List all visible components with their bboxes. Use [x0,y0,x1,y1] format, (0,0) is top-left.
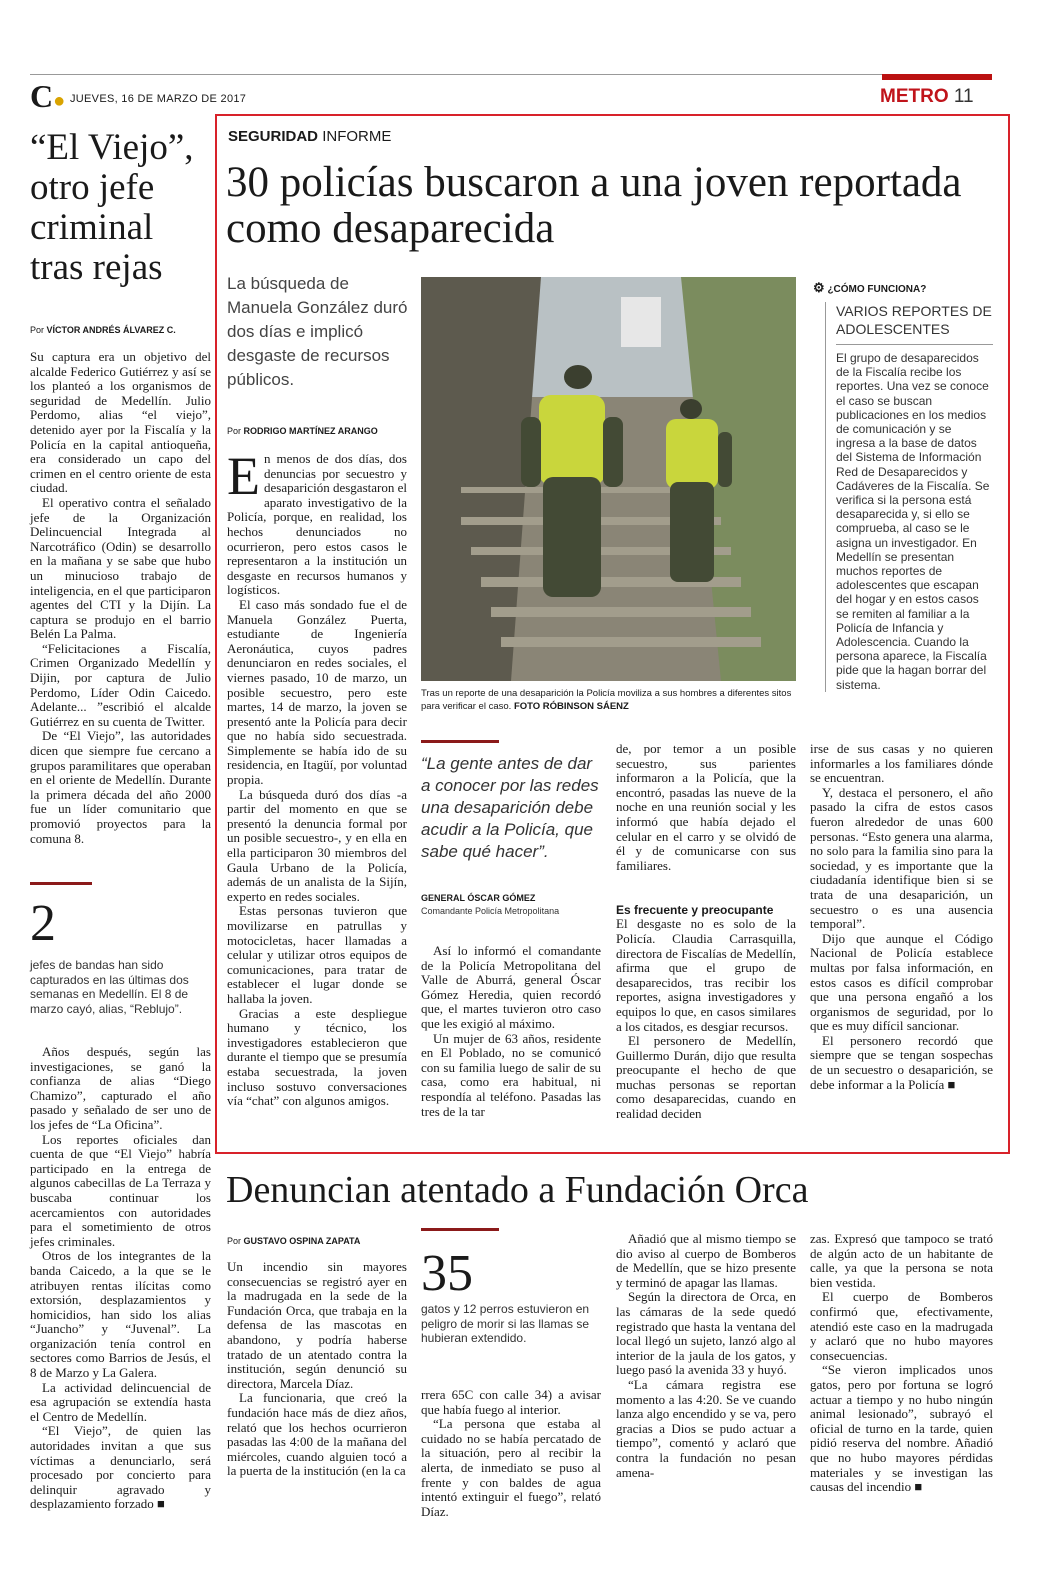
paragraph: “La persona que estaba al cuidado no se había percatado de la situación, pero al recibir la alerta, de inmediato se puso al frente y con baldes de agua intentó extinguir el fuego”, relató Díaz. [421,1416,601,1519]
paragraph: Los reportes oficiales dan cuenta de que “El Viejo” habría participado en la entrega de algunos cabecillas de La Terraza y buscaba continuar los acercamientos con autoridades para el sometimiento de otros jefes criminales. [30,1131,211,1249]
paragraph: Un incendio sin mayores consecuencias se registró ayer en la madrugada en la sede de la Fundación Orca, que trabaja en la defensa de las mascotas en abandono, y podría haberse tratado de un atentado contra la institución, según denunció su directora, Marcela Díaz. [227,1259,407,1391]
fact-rule [30,882,92,885]
paragraph: El personero de Medellín, Guillermo Durán, dijo que resulta preocupante el hecho de que muchas personas se reportan como desaparecidas, cuando en realidad deciden [616,1033,796,1122]
how-divider [836,344,993,345]
paragraph: “Se vieron implicados unos gatos, pero por fortuna se logró actuar a tiempo y no hubo ningún animal lesionado”, subrayó el oficial de turno en la tarde, quien pidió reserva del nombre. Añadió que no hubo mayores pérdidas materiales y se investigan las causas del incendio ■ [810,1362,993,1495]
photo-caption: Tras un reporte de una desaparición la Policía moviliza a sus hombres a diferentes sitos para verificar el caso. FOTO RÓBINSON SÁENZ [421,688,792,712]
side-body-2 [30,1045,211,1512]
paragraph: El desgaste no es solo de la Policía. Claudia Carrasquilla, directora de Fiscalías de Medellín, afirma que el grupo de desaparecidos, tras recibir los reportes, asigna investigadores y equipos lo que, en casos similares a los citados, es desgiar recursos. [616,916,796,1034]
paragraph: Y, destaca el personero, el año pasado la cifra de estos casos fueron alrededor de unas 600 personas. “Esto genera una alarma, no solo para la familia sino para la sociedad, y es importante que la ciudadanía identifique bien si se trata de una desaparición, un secuestro o es una ausencia temporal”. [810,784,993,932]
section-name: METRO 11 [880,86,974,107]
orca-col-1 [227,1260,407,1479]
paragraph: “El Viejo”, de quien las autoridades invitan a que sus víctimas a denunciarlo, será procesado por concierto para delinquir agravado y desplazamiento forzado ■ [30,1423,211,1512]
main-byline: Por RODRIGO MARTÍNEZ ARANGO [227,426,378,436]
paragraph: La actividad delincuencial de esa agrupación se extendía hasta el Centro de Medellín. [30,1379,211,1424]
photo-illustration [421,277,796,681]
paragraph: Un mujer de 63 años, residente en El Poblado, no se comunicó con su familia luego de salir de su casa, como era habitual, ni respondía al teléfono. Pasadas las tres de la tar [421,1030,601,1119]
paragraph: Estas personas tuvieron que movilizarse en patrullas y motocicletas, hacer llamadas a celular y utilizar otros equipos de comunicaciones, para tratar de establecer el lugar donde se hallaba la joven. [227,903,407,1006]
orca-fact-number: 35 [421,1245,473,1302]
paragraph: El caso más sondado fue el de Manuela González Puerta, estudiante de Ingeniería Aeronáutica, cuyos padres denunciaron en redes sociales, el viernes pasado, 10 de marzo, un posible secuestro, pero este martes, 14 de marzo, la joven se presentó ante la Policía para decir que no había sido secuestrada. Simplemente se había ido de su residencia, en Itagüí, por voluntad propia. [227,596,407,788]
paragraph: “Felicitaciones a Fiscalía, Crimen Organizado Medellín y Dijin, por captura de Julio Perdomo, Líder Odin Caicedo. Adelante... ”escribió el alcalde Gutiérrez en su cuenta de Twitter. [30,640,211,729]
subhead: Es frecuente y preocupante [616,903,774,918]
paragraph: rrera 65C con calle 34) a avisar que había fuego al interior. [421,1387,601,1417]
how-it-works-box [813,280,993,692]
orca-fact-text: gatos y 12 perros estuvieron en peligro de morir si las llamas se hubieran extendido. [421,1302,590,1345]
quote-role: Comandante Policía Metropolitana [421,906,560,916]
paragraph: Añadió que al mismo tiempo se dio aviso al cuerpo de Bomberos de Medellín, que se hizo presente y terminó de apagar las llamas. [616,1231,796,1290]
paragraph: De “El Viejo”, las autoridades dicen que siempre fue cercano a grupos paramilitares que operaban en el oriente de Medellín. Durante la primera década del año 2000 fue un líder comunitario que promovió proyectos para la comuna 8. [30,728,211,846]
paragraph: irse de sus casas y no quieren informarles a los familiares dónde se encuentran. [810,741,993,786]
orca-col-3 [616,1232,796,1480]
section-color-bar [882,74,992,80]
quote-name: GENERAL ÓSCAR GÓMEZ [421,893,536,903]
drop-cap: E [227,446,260,506]
how-title: VARIOS REPORTES DE ADOLESCENTES [836,303,992,337]
paragraph: En menos de dos días, dos denuncias por secuestro y desaparición desgastaron el aparato investigativo de la Policía, porque, en realidad, los hechos denunciados no ocurrieron, pero estos casos le representaron a la institución un desgaste en recursos humanos y logísticos. [227,446,407,598]
paragraph: Según la directora de Orca, en las cámaras de la sede quedó registrado que hasta la ventana del local llegó un sujeto, lanzó algo al interior de la jaula de los gatos, y luego pasó la avenida 33 y huyó. [616,1289,796,1378]
orca-col-4 [810,1232,993,1495]
main-col-4 [810,742,993,1092]
page-number: 11 [953,86,974,107]
paragraph: La funcionaria, que creó la fundación hace más de diez años, relató que los hechos ocurrieron pasadas las 4:00 de la mañana del miércoles, cuando alguien tocó a la puerta de la institución (en la ca [227,1390,407,1479]
paragraph: Así lo informó el comandante de la Policía Metropolitana del Valle de Aburrá, general Óscar Gómez Heredia, quien recordó que, el martes tuvieron otro caso que les exigió al máximo. [421,943,601,1031]
newspaper-logo: C● [30,78,66,114]
paragraph: zas. Expresó que tampoco se trató de algún acto de un habitante de calle, ya que la persona se nota bien vestida. [810,1231,993,1290]
paragraph: Dijo que aunque el Código Nacional de Policía establece multas por falsa información, en estos casos es difícil comprobar que una persona engañó a los organismos de seguridad, por lo que es muy difícil sancionar. [810,930,993,1034]
paragraph: El operativo contra el señalado jefe de la Organización Delincuencial Integrada al Narcotráfico (Odin) se desarrollo en la mañana y se sabe que hubo un minucioso trabajo de inteligencia, en el que participaron agentes del CTI y la Dijín. La captura se produjo en el barrio Belén La Palma. [30,494,211,642]
quote-rule [421,740,499,743]
police-photo [421,277,796,681]
how-text: El grupo de desaparecidos de la Fiscalía recibe los reportes. Una vez se conoce el caso se buscan publicaciones en los medios de comunicación y se ingresa a la base de datos del Sistema de Información Red de Desaparecidos y Cadáveres de la Fiscalía. Se verifica si la persona está desaparecida y, si ello se comprueba, al caso se le asigna un investigador. En Medellín se presentan muchos reportes de adolescentes que escapan del hogar y en estos casos se remiten al familiar a la Policía de Infancia y Adolescencia. Cuando la persona aparece, la Fiscalía pide que la hagan borrar del sistema. [836,351,990,692]
main-deck: La búsqueda de Manuela González duró dos días e implicó desgaste de recursos públicos. [227,274,408,389]
paragraph: La búsqueda duró dos días -a partir del momento en que se presentó la denuncia formal por un posible secuestro-, y en ella en ella participaron 30 miembros del Gaula Urbano de la Policía, además de un analista de la Sijín, experto en redes sociales. [227,786,407,904]
paragraph: de, por temor a un posible secuestro, sus parientes informaron a la Policía, que la encontró, pasadas las nueve de la noche en una reunión social y les informó que había dejado el celular en el carro y se olvidó de él y de comunicarse con sus familiares. [616,741,796,873]
paragraph: Años después, según las investigaciones, se ganó la confianza de alias “Diego Chamizo”, capturado el año pasado y señalado de ser uno de los jefes de “La Oficina”. [30,1044,211,1132]
how-label: ⚙ ¿CÓMO FUNCIONA? [813,280,927,295]
paragraph: Otros de los integrantes de la banda Caicedo, a la que se le atribuyen rentas ilícitas como extorsión, desplazamientos y homicidios, han sido los alias “Juancho” y “Juvenal”. La organización tenía control en sectores como Barrios de Jesús, el 8 de Marzo y La Galera. [30,1248,211,1381]
orca-col-2 [421,1388,601,1519]
main-col-1 [227,446,407,1109]
fact-number: 2 [30,895,56,952]
orca-fact-rule [421,1228,499,1231]
gears-icon: ⚙ [813,280,825,295]
main-col-2 [421,944,601,1119]
paragraph: El cuerpo de Bomberos confirmó que, efectivamente, atendió este caso en la madrugada y aclaró que no hubo mayores consecuencias. [810,1289,993,1363]
pull-quote: “La gente antes de dar a conocer por las redes una desaparición debe acudir a la Policía, que sabe qué hacer”. [421,754,599,861]
fact-text: jefes de bandas han sido capturados en las últimas dos semanas en Medellín. El 8 de marzo cayó, alias, “Reblujo”. [30,958,189,1016]
paragraph: Su captura era un objetivo del alcalde Federico Gutiérrez y así se los planteó a los organismos de seguridad de Medellín. Julio Perdomo, alias “el viejo”, detenido ayer por la Fiscalía y la Policía en la capital antioqueña, era considerado un capo del crimen en el centro oriente de esta ciudad. [30,349,211,496]
side-body-1 [30,350,211,846]
paragraph: Gracias a este despliegue humano y técnico, los investigadores establecieron que durante el tiempo que se presumía estaba secuestrada, la joven incluso sostuvo conversaciones vía “chat” con algunos amigos. [227,1005,407,1109]
side-byline: Por VÍCTOR ANDRÉS ÁLVAREZ C. [30,325,176,335]
paragraph: “La cámara registra ese momento a las 4:20. Se ve cuando lanza algo encendido y se va, pero gracias a Dios se pudo actuar a tiempo”, comentó y aclaró que contra la fundación no pesan amena- [616,1376,796,1480]
main-kicker: SEGURIDAD INFORME [228,128,392,145]
side-headline: “El Viejo”, otro jefe criminal tras rejas [30,127,194,288]
edition-date: JUEVES, 16 DE MARZO DE 2017 [70,93,247,105]
orca-byline: Por GUSTAVO OSPINA ZAPATA [227,1236,361,1246]
photo-credit: FOTO RÓBINSON SÁENZ [513,701,629,712]
main-headline: 30 policías buscaron a una joven reportada como desaparecida [226,159,962,252]
main-col-3 [616,742,796,1122]
header-rule [30,74,992,75]
paragraph: El personero recordó que siempre que se tengan sospechas de un secuestro o desaparición, se debe informar a la Policía ■ [810,1032,993,1092]
orca-headline: Denuncian atentado a Fundación Orca [226,1169,809,1211]
